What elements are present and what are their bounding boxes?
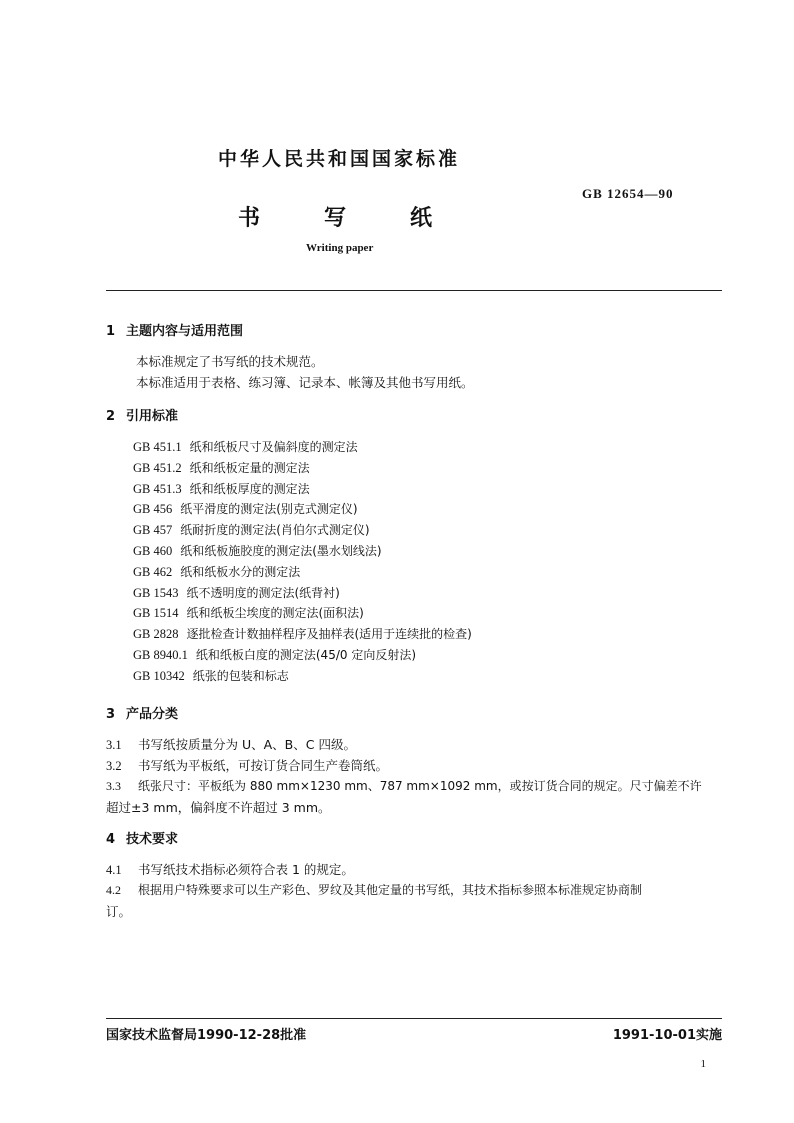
ref-title: 纸耐折度的测定法(肖伯尔式测定仪) <box>180 523 370 538</box>
list-item <box>133 562 472 583</box>
section-title: 主题内容与适用范围 <box>126 324 244 339</box>
section-4-heading <box>106 828 178 847</box>
ref-title: 纸和纸板厚度的测定法 <box>189 481 310 496</box>
ref-code: GB 8940.1 <box>133 647 188 662</box>
ref-title: 纸平滑度的测定法(别克式测定仪) <box>180 502 358 517</box>
clause-3-1 <box>106 735 356 753</box>
ref-code: GB 451.2 <box>133 460 182 475</box>
title-char: 书 <box>238 206 261 231</box>
list-item <box>133 458 472 479</box>
list-item <box>133 624 472 645</box>
ref-title: 逐批检查计数抽样程序及抽样表(适用于连续批的检查) <box>186 627 472 642</box>
list-item <box>133 645 472 666</box>
clause-number: 3.3 <box>106 779 121 793</box>
section-title: 产品分类 <box>126 707 179 722</box>
implementation-date: 1991-10-01实施 <box>612 1028 722 1043</box>
ref-code: GB 456 <box>133 502 173 517</box>
clause-4-2 <box>106 881 642 898</box>
clause-text: 书写纸按质量分为 U、A、B、C 四级。 <box>138 737 356 752</box>
section-title: 引用标准 <box>126 409 179 424</box>
clause-number: 4.1 <box>106 863 122 877</box>
clause-text: 纸张尺寸：平板纸为 880 mm×1230 mm、787 mm×1092 mm，或按订货合同的规定。尺寸偏差不许 <box>138 779 702 793</box>
issuing-standard-header: 中华人民共和国国家标准 <box>218 148 461 170</box>
clause-number: 3.1 <box>106 738 122 752</box>
ref-code: GB 10342 <box>133 668 185 683</box>
title-char: 纸 <box>410 206 433 231</box>
clause-3-3-continuation: 超过±3 mm，偏斜度不许超过 3 mm。 <box>106 800 331 815</box>
section-number: 2 <box>106 409 116 424</box>
referenced-standards-list <box>133 437 472 687</box>
list-item <box>133 541 472 562</box>
section-number: 1 <box>106 324 116 339</box>
ref-code: GB 451.1 <box>133 440 182 454</box>
list-item <box>133 437 472 458</box>
ref-code: GB 1514 <box>133 606 179 621</box>
clause-4-2-continuation: 订。 <box>106 904 132 919</box>
list-item <box>133 499 472 520</box>
clause-number: 4.2 <box>106 883 121 897</box>
ref-code: GB 451.3 <box>133 481 182 496</box>
ref-code: GB 462 <box>133 564 173 579</box>
ref-code: GB 460 <box>133 543 173 558</box>
clause-text: 书写纸为平板纸，可按订货合同生产卷筒纸。 <box>138 758 389 773</box>
list-item <box>133 479 472 500</box>
section-number: 4 <box>106 832 116 847</box>
list-item <box>133 520 472 541</box>
list-item <box>133 583 472 604</box>
page-number: 1 <box>700 1058 706 1070</box>
clause-text: 书写纸技术指标必须符合表 1 的规定。 <box>138 862 354 877</box>
clause-3-2 <box>106 756 388 774</box>
ref-title: 纸和纸板尺寸及偏斜度的测定法 <box>189 440 358 454</box>
section-1-paragraph: 本标准适用于表格、练习簿、记录本、帐簿及其他书写用纸。 <box>136 375 474 390</box>
title-char: 写 <box>324 206 347 231</box>
ref-code: GB 1543 <box>133 585 179 600</box>
document-title-en: Writing paper <box>306 242 374 254</box>
ref-code: GB 457 <box>133 523 173 538</box>
clause-number: 3.2 <box>106 759 122 773</box>
header-divider <box>106 290 722 291</box>
ref-code: GB 2828 <box>133 627 179 642</box>
section-1-paragraph: 本标准规定了书写纸的技术规范。 <box>136 354 324 369</box>
section-title: 技术要求 <box>126 832 179 847</box>
ref-title: 纸和纸板施胶度的测定法(墨水划线法) <box>180 543 382 558</box>
section-1-heading <box>106 320 243 339</box>
clause-text: 根据用户特殊要求可以生产彩色、罗纹及其他定量的书写纸，其技术指标参照本标准规定协商制 <box>138 883 643 897</box>
footer-divider <box>106 1018 722 1019</box>
ref-title: 纸和纸板定量的测定法 <box>189 460 310 475</box>
section-3-heading <box>106 703 178 722</box>
ref-title: 纸和纸板水分的测定法 <box>180 564 301 579</box>
clause-4-1 <box>106 860 354 878</box>
document-title-cn <box>238 201 496 232</box>
list-item <box>133 666 472 687</box>
section-2-heading <box>106 405 178 424</box>
clause-3-3 <box>106 777 702 794</box>
ref-title: 纸和纸板尘埃度的测定法(面积法) <box>186 606 364 621</box>
list-item <box>133 603 472 624</box>
approval-line: 国家技术监督局1990-12-28批准 <box>106 1028 307 1043</box>
section-number: 3 <box>106 707 116 722</box>
standard-number: GB 12654—90 <box>582 186 674 201</box>
ref-title: 纸张的包装和标志 <box>192 668 289 683</box>
ref-title: 纸不透明度的测定法(纸背衬) <box>186 585 340 600</box>
ref-title: 纸和纸板白度的测定法(45/0 定向反射法) <box>195 647 417 662</box>
